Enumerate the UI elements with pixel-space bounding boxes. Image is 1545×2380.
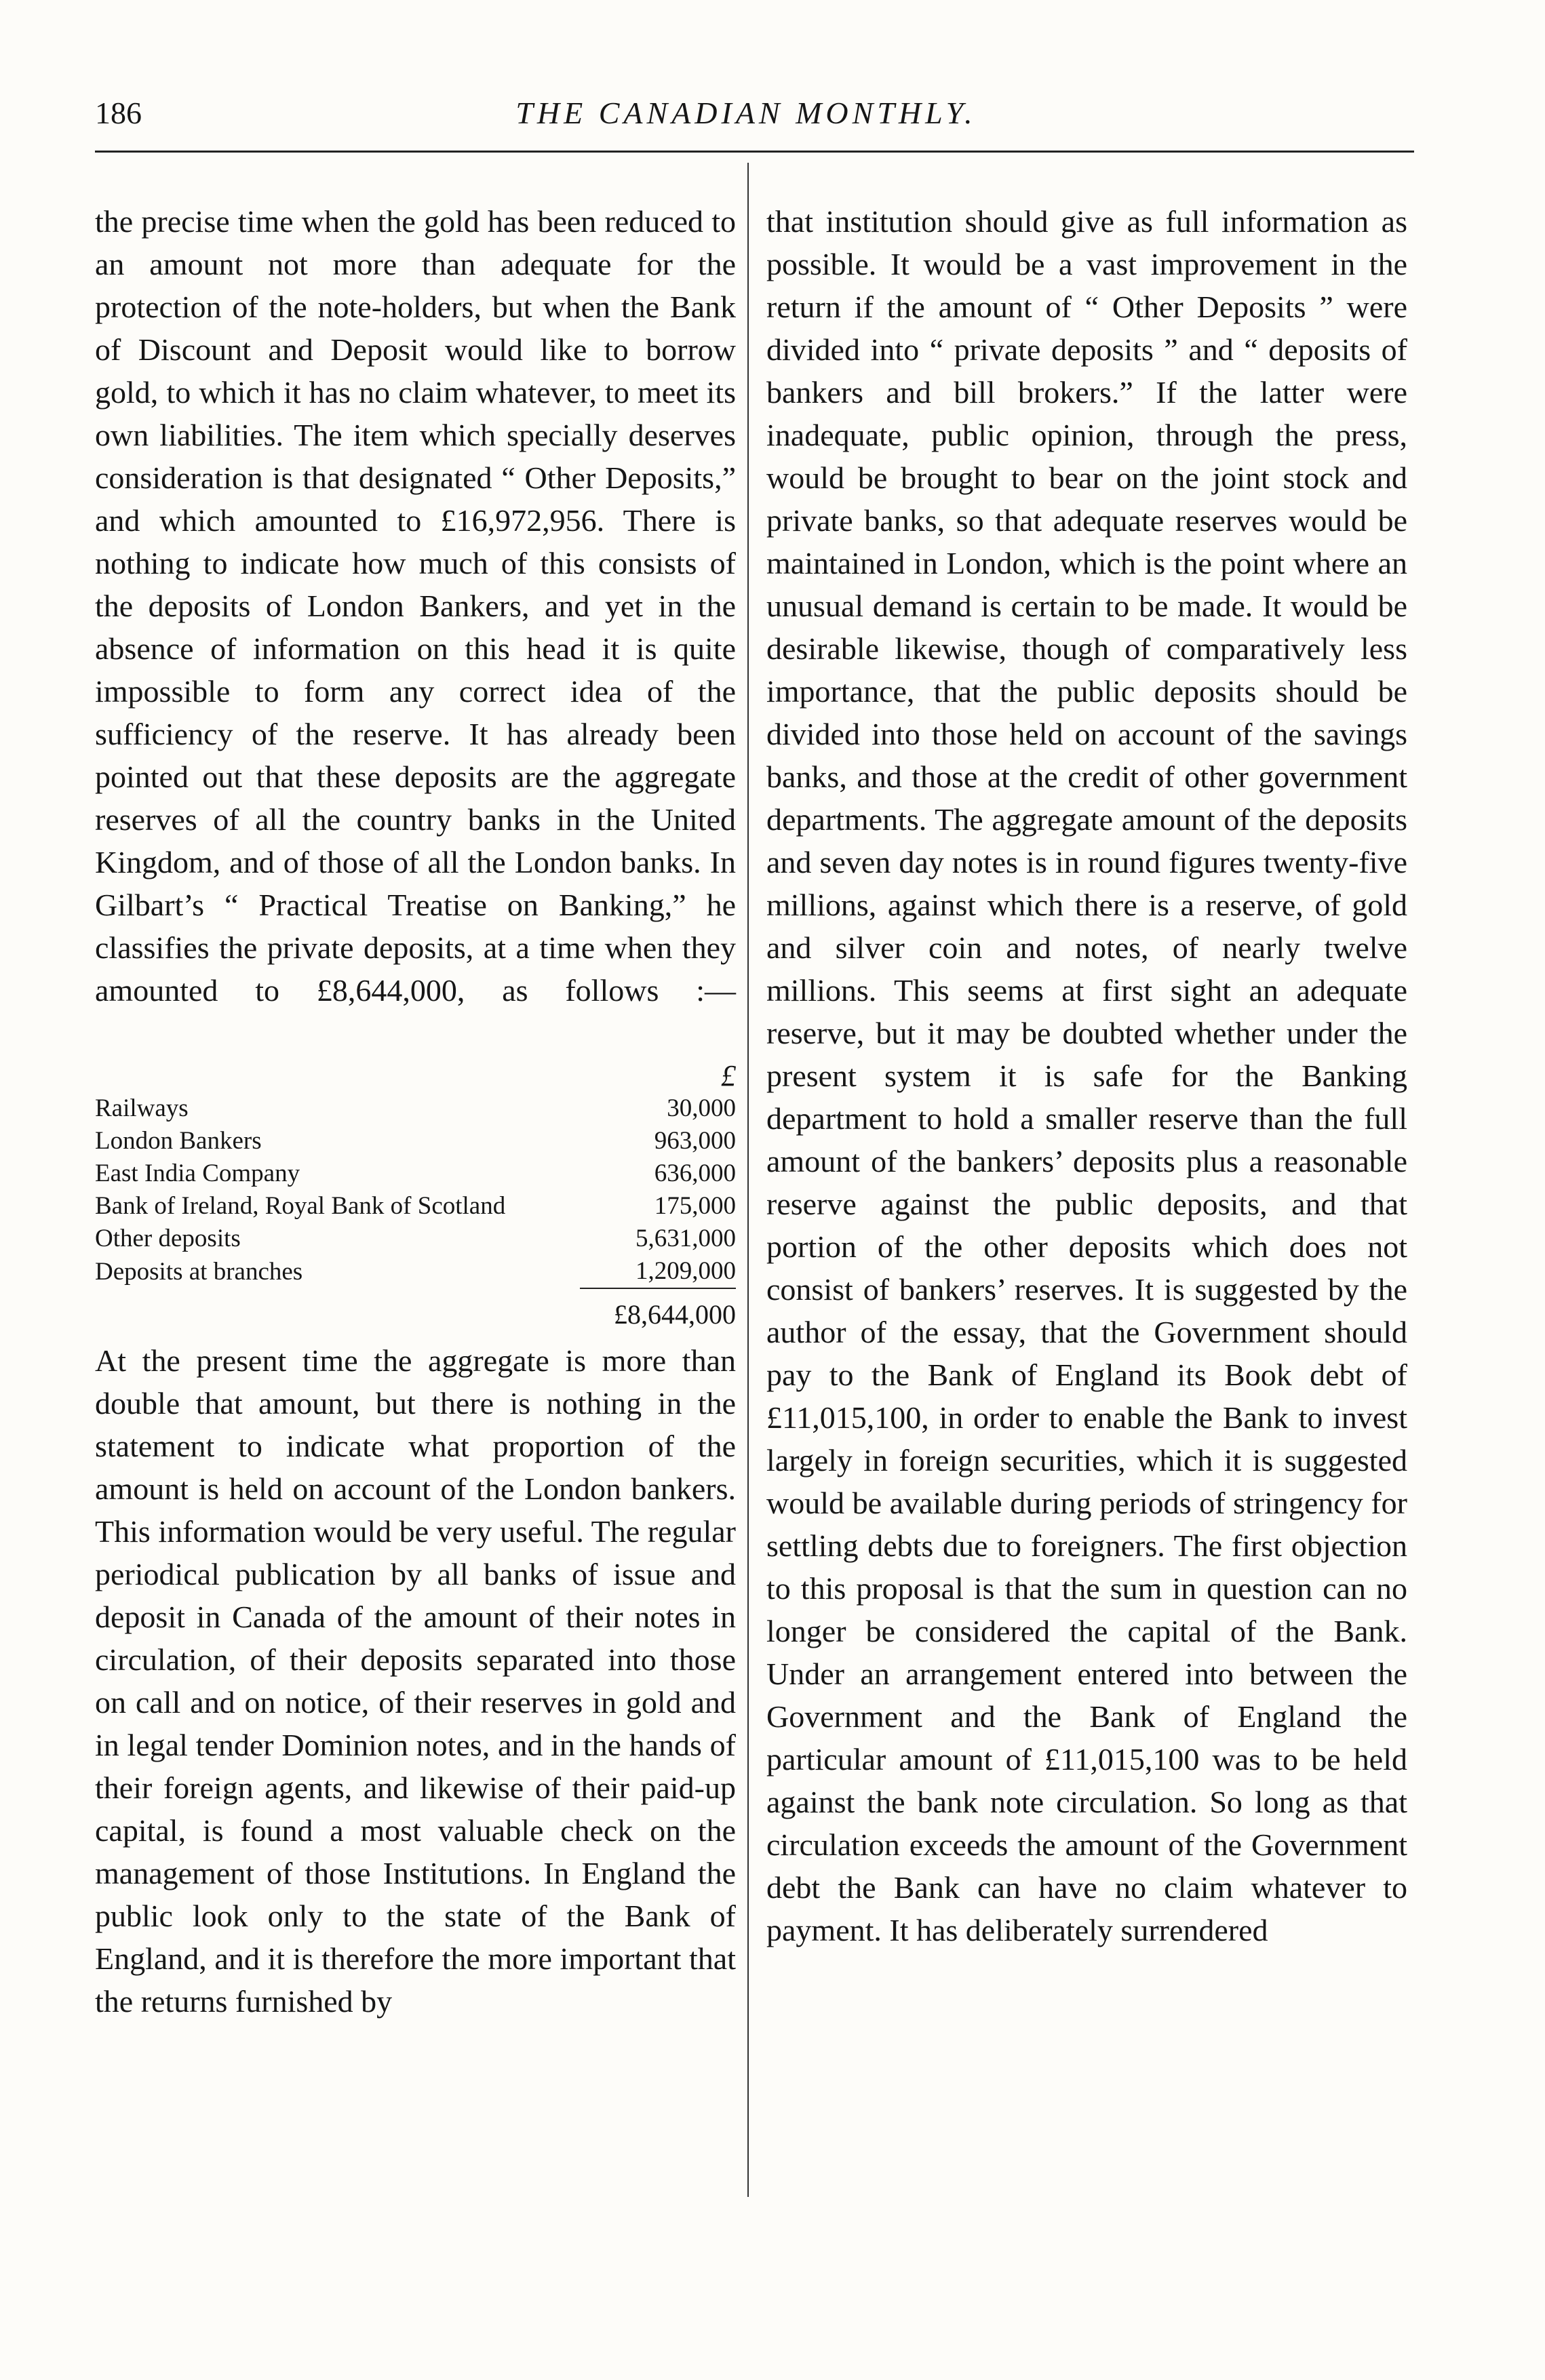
table-row <box>95 1223 736 1255</box>
table-row <box>95 1125 736 1157</box>
deposits-table <box>95 1060 736 1331</box>
row-label: Railways <box>95 1094 189 1122</box>
row-label: Other deposits <box>95 1225 241 1252</box>
left-outro-paragraph: At the present time the aggregate is more than double that amount, but there is nothing in the statement to indicate what proportion of the amount is held on account of the London bankers. This information would be very useful. The regular periodical publication by all banks of issue and deposit in Canada of the amount of their notes in circulation, of their deposits separated into those on call and on notice, of their reserves in gold and in legal tender Dominion notes, and in the hands of their foreign agents, and likewise of their paid-up capital, is found a most valuable check on the management of those Institutions. In England the public look only to the state of the Bank of England, and it is therefore the more important that the returns furnished by <box>95 1343 736 2019</box>
row-amount: 175,000 <box>654 1192 736 1220</box>
table-total-row <box>95 1288 736 1331</box>
table-row <box>95 1255 736 1288</box>
page-number: 186 <box>95 96 142 130</box>
table-total: £8,644,000 <box>580 1288 736 1331</box>
column-divider <box>747 163 749 2197</box>
table-row <box>95 1092 736 1125</box>
row-amount: 636,000 <box>654 1159 736 1187</box>
row-amount: 963,000 <box>654 1127 736 1155</box>
table-unit-row <box>95 1060 736 1092</box>
left-intro-paragraph: the precise time when the gold has been reduced to an amount not more than adequate for the protection of the note-holders, but when the Bank of Discount and Deposit would like to borrow gold, to which it has no claim whatever, to meet its own liabilities. The item which specially deserves consideration is that designated “ Other Deposits,” and which amounted to £16,972,956. There is nothing to indicate how much of this consists of the deposits of London Bankers, and yet in the absence of information on this head it is quite impossible to form any correct idea of the sufficiency of the reserve. It has already been pointed out that these deposits are the aggregate reserves of all the country banks in the United Kingdom, and of those of all the London banks. In Gilbart’s “ Practical Treatise on Banking,” he classifies the private deposits, at a time when they amounted to £8,644,000, as follows :— <box>95 204 736 1008</box>
table-unit: £ <box>721 1059 736 1092</box>
row-amount: 5,631,000 <box>635 1225 736 1252</box>
row-label: London Bankers <box>95 1127 262 1155</box>
left-column <box>95 200 736 2023</box>
table-row <box>95 1190 736 1223</box>
row-label: Deposits at branches <box>95 1258 303 1286</box>
row-amount: 1,209,000 <box>635 1257 736 1285</box>
right-column <box>766 200 1407 1951</box>
header-rule <box>95 151 1414 153</box>
row-label: Bank of Ireland, Royal Bank of Scotland <box>95 1192 506 1220</box>
row-amount: 30,000 <box>667 1094 736 1122</box>
running-head: THE CANADIAN MONTHLY. <box>515 96 977 130</box>
right-paragraph: that institution should give as full information as possible. It would be a vast improvement in the return if the amount of “ Other Deposits ” were divided into “ private deposits ” and “ deposits of bankers and bill brokers.” If the latter were inadequate, public opinion, through the press, would be brought to bear on the joint stock and private banks, so that adequate reserves would be maintained in London, which is the point where an unusual demand is certain to be made. It would be desirable likewise, though of comparatively less importance, that the public deposits should be divided into those held on account of the savings banks, and those at the credit of other government departments. The aggregate amount of the deposits and seven day notes is in round figures twenty-five millions, against which there is a reserve, of gold and silver coin and notes, of nearly twelve millions. This seems at first sight an adequate reserve, but it may be doubted whether under the present system it is safe for the Banking department to hold a smaller reserve than the full amount of the bankers’ deposits plus a reasonable reserve against the public deposits, and that portion of the other deposits which does not consist of bankers’ reserves. It is suggested by the author of the essay, that the Government should pay to the Bank of England its Book debt of £11,015,100, in order to enable the Bank to invest largely in foreign securities, which it is suggested would be available during periods of stringency for settling debts due to foreigners. The first objection to this proposal is that the sum in question can no longer be considered the capital of the Bank. Under an arrangement entered into between the Government and the Bank of England the particular amount of £11,015,100 was to be held against the bank note circulation. So long as that circulation exceeds the amount of the Government debt the Bank can have no claim whatever to payment. It has deliberately surrendered <box>766 204 1407 1947</box>
row-label: East India Company <box>95 1159 300 1187</box>
table-row <box>95 1157 736 1190</box>
